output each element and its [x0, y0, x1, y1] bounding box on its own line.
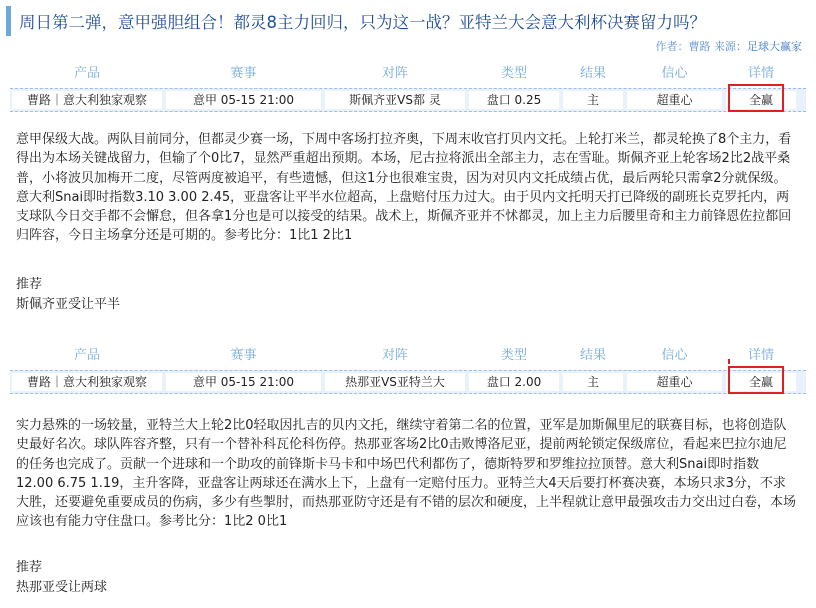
match-analysis-1: 意甲保级大战。两队目前同分，但都灵少赛一场，下周中客场打拉齐奥，下周末收官打贝内文托。上轮打米兰，都灵轮换了8个主力，看得出为本场关键战留力，但输了个0比7，显然严重超出预期。本场，尼古拉将派出全部主力，志在雪耻。斯佩齐亚上轮客场2比2战平桑普，小将波贝加梅开二度，尽管两度被追平，有些遗憾，但这1分也很难宝贵，因为对贝内文托成绩占优，最后两轮只需拿2分就保级。意大利Snai即时指数3.10 3.00 2.45，亚盘客让平半水位超高，上盘赔付压力过大。由于贝内文托明天打已降级的副班长克罗托内，两支球队今日交手都不会懈怠，但各拿1分也是可以接受的结果。战术上，斯佩齐亚并不怵都灵，加上主力后腰里奇和主力前锋恩佐拉都回归阵容，今日主场拿分还是可期的。参考比分：1比1 2比1: [16, 132, 792, 244]
cell-event: 意甲 05-15 21:00: [166, 373, 321, 391]
match-table-1: [10, 58, 806, 112]
match-analysis-2: 实力悬殊的一场较量，亚特兰大上轮2比0轻取因扎吉的贝内文托，继续守着第二名的位置，亚军是加斯佩里尼的联赛目标，也将创造队史最好名次。球队阵容齐整，只有一个替补科瓦伦科伤停。热那亚客场2比0击败博洛尼亚，提前两轮锁定保级席位，看起来巴拉尔迪尼的任务也完成了。贡献一个进球和一个助攻的前锋斯卡马卡和中场巴代利都伤了，德斯特罗和罗维拉拉顶替。意大利Snai即时指数12.00 6.75 1.19，主升客降，亚盘客让两球还在满水上下，上盘有一定赔付压力。亚特兰大4天后要打杯赛决赛，本场只求3分，不求大胜，还要避免重要成员的伤病，多少有些掣肘，而热那亚防守还是有不错的层次和硬度，上半程就让意甲最强攻击力交出过白卷，本场应该也有能力守住盘口。参考比分：1比2 0比1: [16, 418, 797, 530]
table-row: [10, 370, 806, 394]
article-meta: [656, 38, 803, 54]
detail-highlight-box: [728, 84, 784, 112]
header-detail: 详情: [747, 347, 774, 363]
recommendation-2: 热那亚受让两球: [16, 580, 108, 595]
cell-detail[interactable]: 全赢: [726, 91, 796, 109]
table-header: [10, 58, 806, 84]
recommendation-label-1: 推荐: [16, 277, 43, 292]
header-confidence: 信心: [661, 65, 688, 81]
article-title-bar: [6, 6, 810, 36]
cell-detail[interactable]: 全赢: [726, 373, 796, 391]
cell-matchup: 斯佩齐亚VS都 灵: [325, 91, 465, 109]
recommendation-1: 斯佩齐亚受让平半: [16, 297, 121, 312]
cell-result: 主: [563, 373, 623, 391]
cell-confidence: 超重心: [627, 373, 722, 391]
header-result: 结果: [579, 65, 606, 81]
source-link[interactable]: 足球大赢家: [747, 40, 802, 53]
header-detail: 详情: [747, 65, 774, 81]
cell-matchup: 热那亚VS亚特兰大: [325, 373, 465, 391]
header-matchup: 对阵: [381, 347, 408, 363]
cell-confidence: 超重心: [627, 91, 722, 109]
detail-highlight-box: [728, 366, 784, 394]
header-event: 赛事: [230, 347, 257, 363]
header-confidence: 信心: [661, 347, 688, 363]
header-result: 结果: [579, 347, 606, 363]
table-header: [10, 340, 806, 366]
cell-result: 主: [563, 91, 623, 109]
cell-type: 盘口 0.25: [469, 91, 559, 109]
header-matchup: 对阵: [381, 65, 408, 81]
article-title: 周日第二弹，意甲强胆组合！都灵8主力回归，只为这一战？亚特兰大会意大利杯决赛留力吗？: [19, 13, 706, 32]
header-type: 类型: [500, 65, 527, 81]
match-table-2: [10, 340, 806, 394]
header-event: 赛事: [230, 65, 257, 81]
author-label: 作者：: [655, 40, 689, 53]
cell-event: 意甲 05-15 21:00: [166, 91, 321, 109]
header-product: 产品: [73, 65, 100, 81]
cell-type: 盘口 2.00: [469, 373, 559, 391]
source-label: 来源：: [714, 40, 747, 53]
table-row: [10, 88, 806, 112]
cell-product: 曹路｜意大利独家观察: [12, 373, 162, 391]
header-type: 类型: [500, 347, 527, 363]
cell-product: 曹路｜意大利独家观察: [12, 91, 162, 109]
header-product: 产品: [73, 347, 100, 363]
author-name: 曹路: [688, 40, 711, 53]
recommendation-label-2: 推荐: [16, 560, 43, 575]
